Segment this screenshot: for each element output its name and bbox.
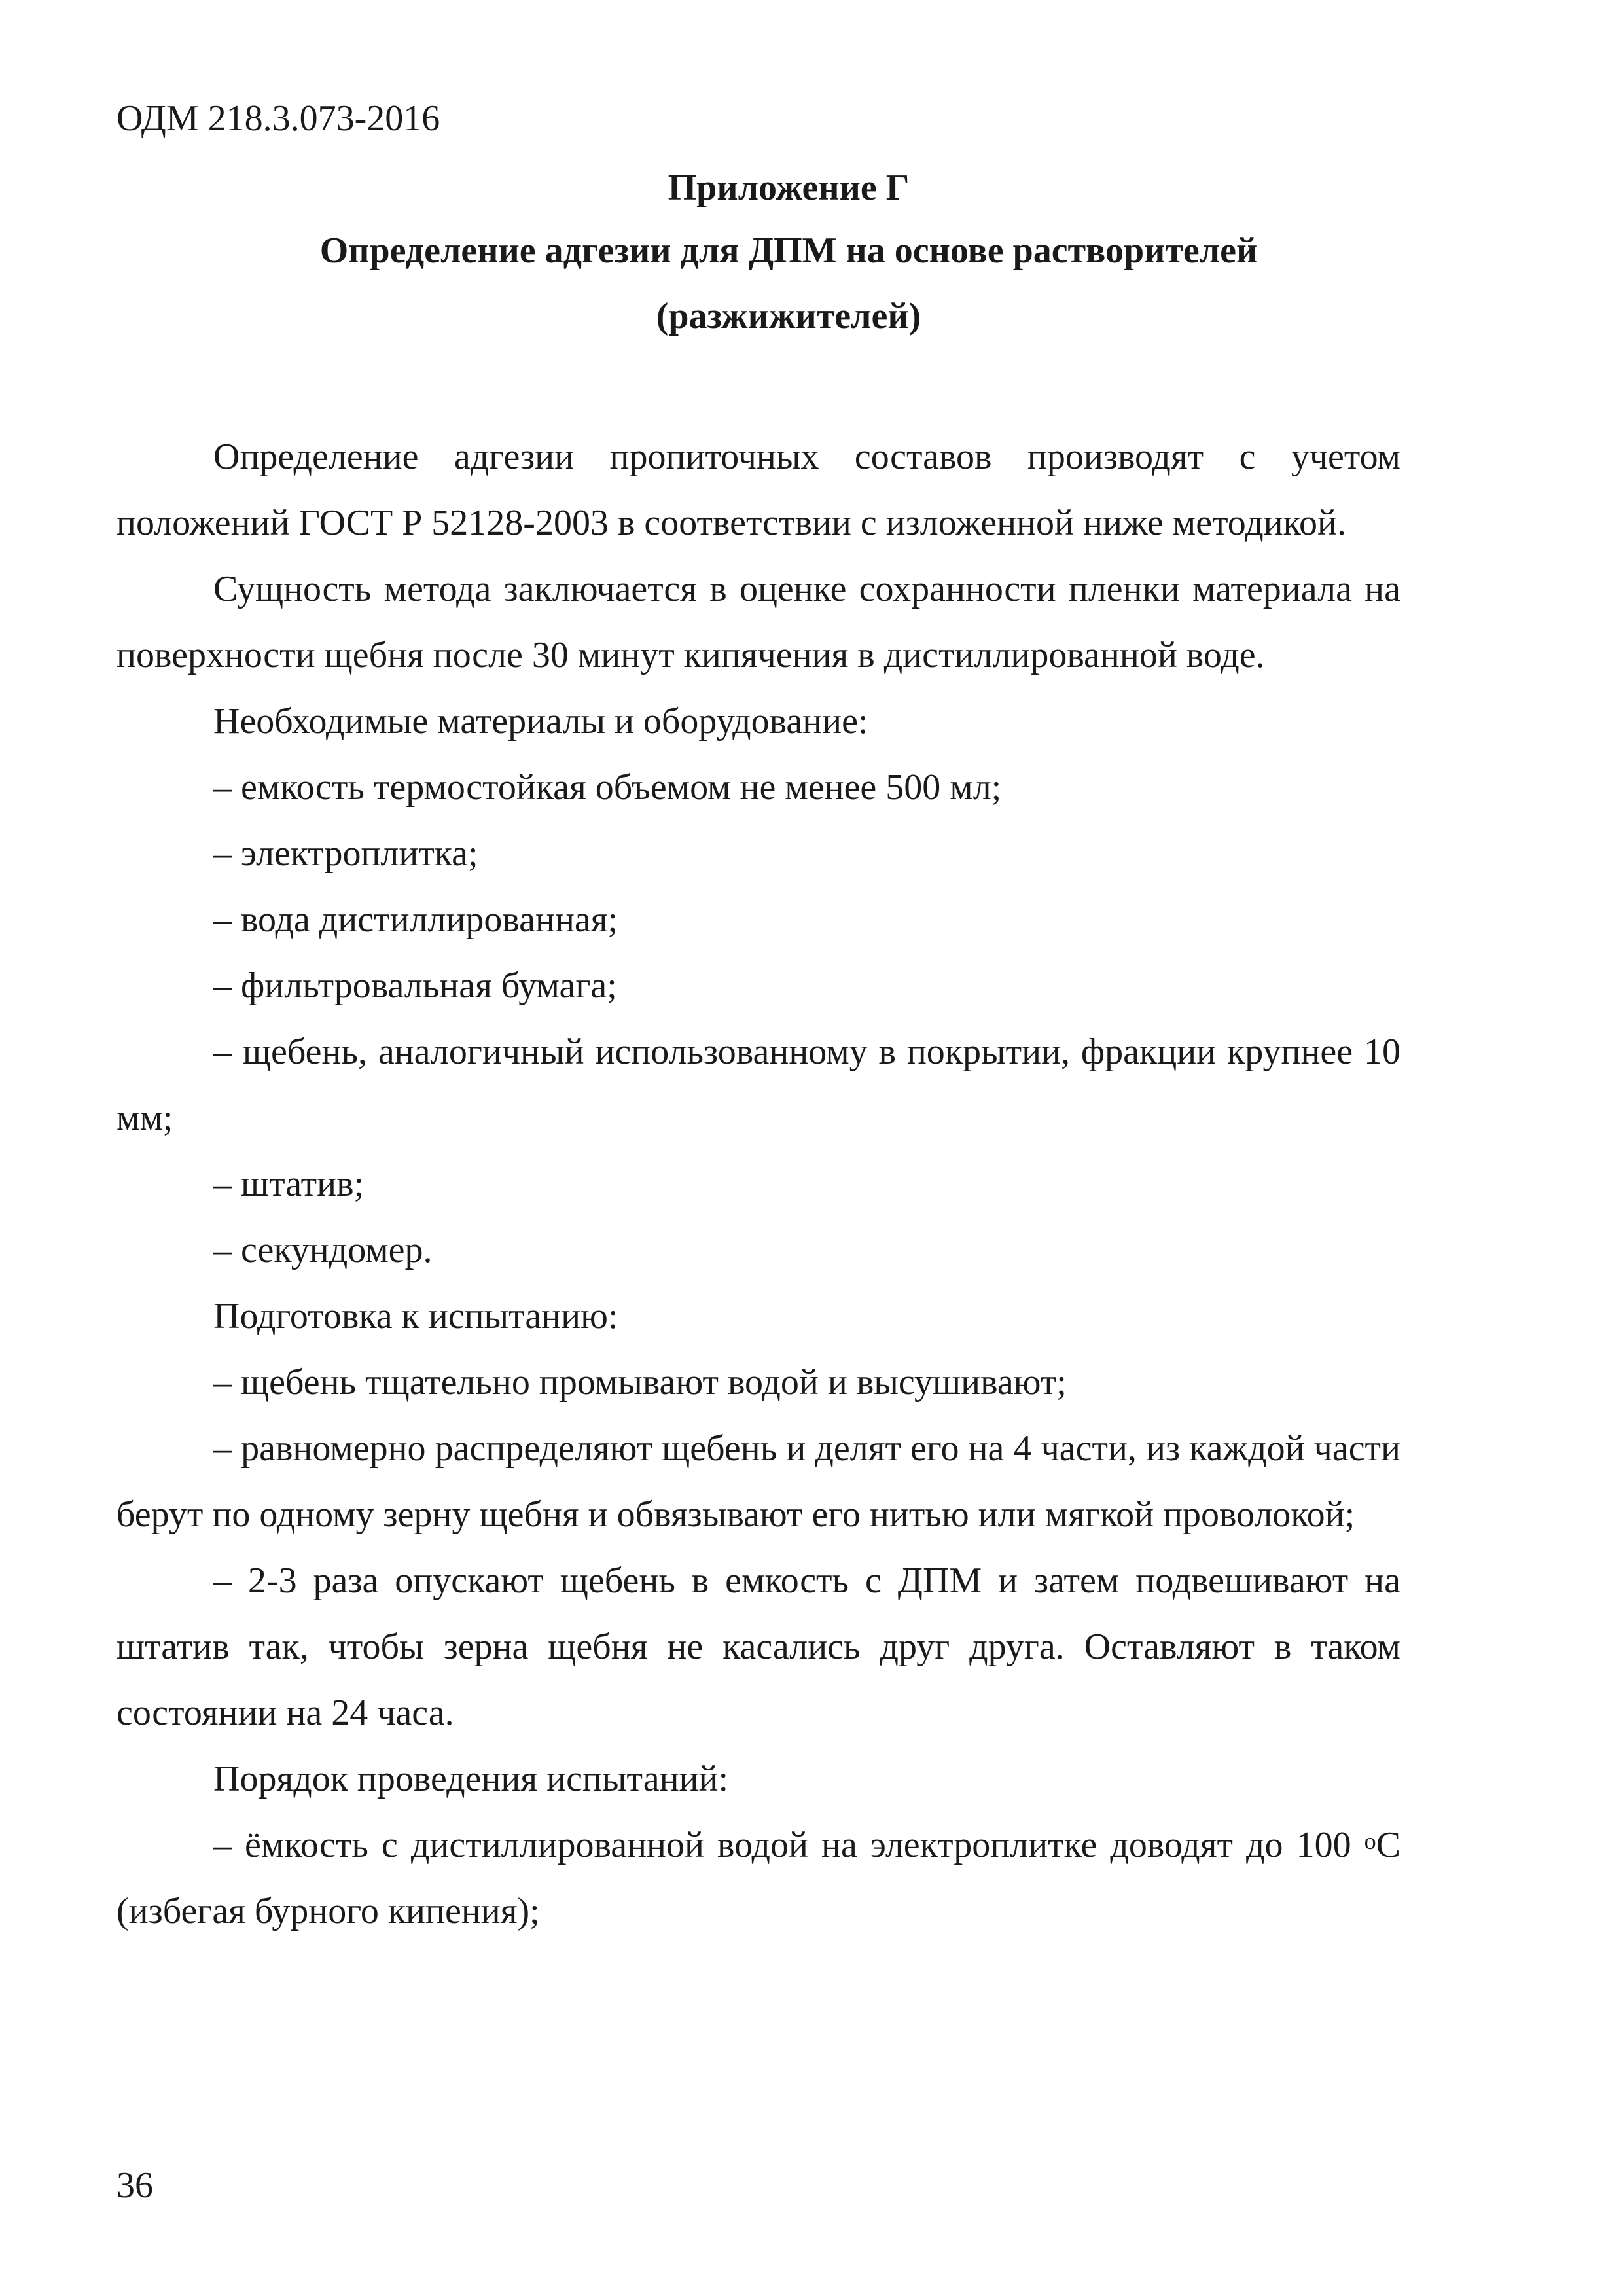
paragraph-method-essence: Сущность метода заключается в оценке сохранности пленки материала на поверхности щебня после 30 минут кипячения в дистиллированной воде. bbox=[116, 569, 1400, 675]
page-number: 36 bbox=[116, 2165, 153, 2206]
appendix-label: Приложение Г bbox=[668, 168, 910, 208]
list-item-stand: – штатив; bbox=[213, 1164, 365, 1204]
list-item-container: – емкость термостойкая объемом не менее 500 мл; bbox=[213, 767, 1002, 808]
paragraph-materials-heading: Необходимые материалы и оборудование: bbox=[213, 701, 868, 742]
degree-superscript: о bbox=[1364, 1828, 1376, 1854]
list-item-water: – вода дистиллированная; bbox=[213, 899, 618, 940]
paragraph-procedure-heading: Порядок проведения испытаний: bbox=[213, 1759, 729, 1799]
boil-text-after: С (избегая бурного кипения); bbox=[116, 1825, 1400, 1931]
list-item-filter-paper: – фильтровальная бумага; bbox=[213, 965, 617, 1006]
list-item-boil-water bbox=[116, 1812, 1400, 1945]
appendix-title-line-1: Определение адгезии для ДПМ на основе растворителей bbox=[319, 230, 1258, 271]
document-code: ОДМ 218.3.073-2016 bbox=[116, 98, 440, 139]
list-item-hotplate: – электроплитка; bbox=[213, 833, 478, 874]
list-item-divide-stone: – равномерно распределяют щебень и делят его на 4 части, из каждой части берут по одному зерну щебня и обвязывают его нитью или мягкой проволокой; bbox=[116, 1428, 1400, 1535]
paragraph-intro: Определение адгезии пропиточных составов производят с учетом положений ГОСТ Р 52128-2003 в соответствии с изложенной ниже методикой. bbox=[116, 437, 1400, 543]
list-item-dip-stone: – 2-3 раза опускают щебень в емкость с ДПМ и затем подвешивают на штатив так, чтобы зерна щебня не касались друг друга. Оставляют в таком состоянии на 24 часа. bbox=[116, 1560, 1400, 1733]
appendix-title-line-2: (разжижителей) bbox=[656, 296, 921, 336]
list-item-wash-stone: – щебень тщательно промывают водой и высушивают; bbox=[213, 1362, 1067, 1403]
list-item-crushed-stone: – щебень, аналогичный использованному в покрытии, фракции крупнее 10 мм; bbox=[116, 1031, 1400, 1138]
body-text bbox=[116, 424, 1400, 1945]
list-item-stopwatch: – секундомер. bbox=[213, 1230, 433, 1270]
boil-text-before: – ёмкость с дистиллированной водой на электроплитке доводят до 100 bbox=[213, 1825, 1364, 1865]
paragraph-preparation-heading: Подготовка к испытанию: bbox=[213, 1296, 618, 1336]
